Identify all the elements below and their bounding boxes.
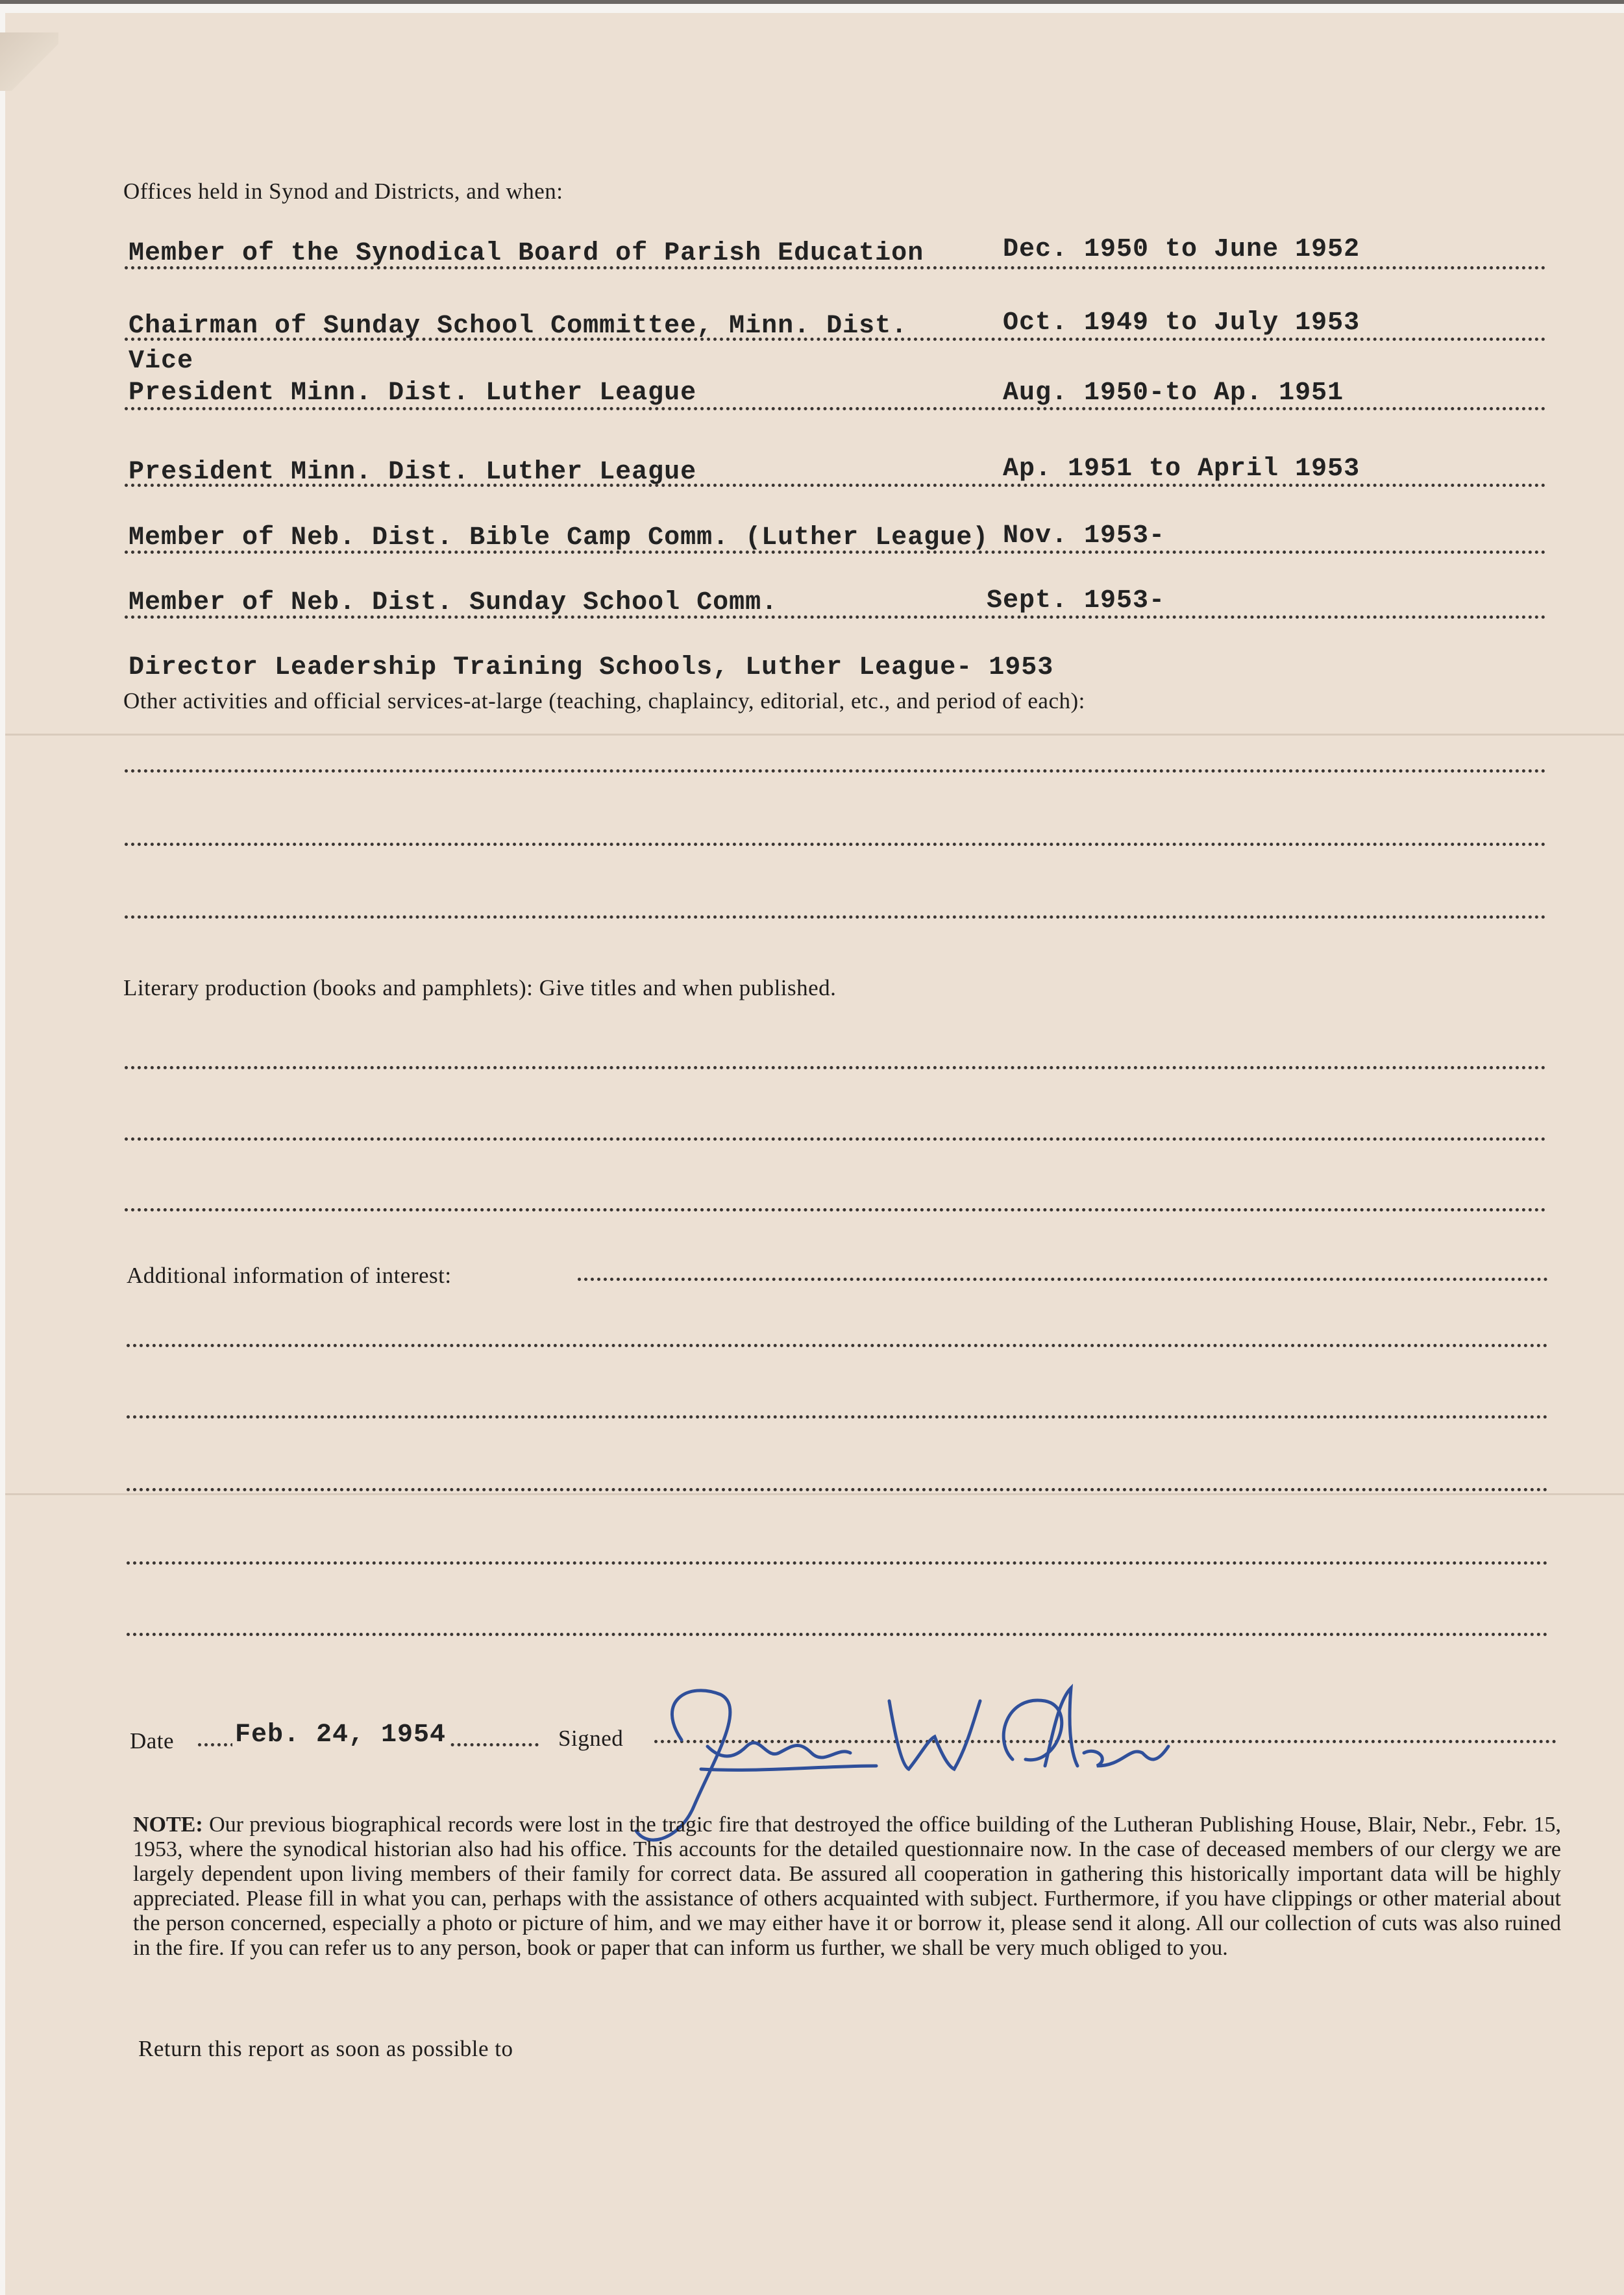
office-period: Dec. 1950 to June 1952 — [1003, 235, 1360, 264]
office-entry: Chairman of Sunday School Committee, Minn. Dist. — [129, 312, 908, 341]
office-period: Ap. 1951 to April 1953 — [1003, 454, 1360, 484]
office-entry: President Minn. Dist. Luther League — [129, 458, 697, 487]
dotted-line — [125, 915, 1546, 919]
dotted-line — [127, 1561, 1548, 1565]
office-entry: President Minn. Dist. Luther League — [129, 378, 697, 408]
office-entry: Director Leadership Training Schools, Luther League- 1953 — [129, 653, 1054, 682]
note-label: NOTE: — [133, 1813, 203, 1837]
dotted-line — [125, 407, 1546, 410]
dotted-line — [125, 551, 1546, 554]
literary-heading: Literary production (books and pamphlets): Give titles and when published. — [123, 975, 837, 1000]
dotted-line — [125, 769, 1546, 773]
dotted-line — [127, 1344, 1548, 1347]
office-entry: Member of Neb. Dist. Bible Camp Comm. (Luther League) — [129, 523, 989, 552]
dotted-line — [125, 1208, 1546, 1211]
dotted-line — [125, 1137, 1546, 1141]
dotted-line — [125, 266, 1546, 269]
dotted-line — [127, 1633, 1548, 1636]
office-period: Oct. 1949 to July 1953 — [1003, 308, 1360, 338]
dotted-line — [125, 1066, 1546, 1069]
scan-top-edge — [0, 0, 1624, 4]
office-entry: Member of the Synodical Board of Parish Education — [129, 239, 924, 268]
office-period: Nov. 1953- — [1003, 521, 1166, 551]
office-entry: Member of Neb. Dist. Sunday School Comm. — [129, 588, 778, 617]
paper-fold — [5, 734, 1624, 736]
paper-fold — [5, 1493, 1624, 1495]
office-period: Aug. 1950-to Ap. 1951 — [1003, 378, 1344, 408]
offices-heading: Offices held in Synod and Districts, and when: — [123, 179, 563, 204]
date-value: Feb. 24, 1954 — [232, 1720, 449, 1750]
dotted-line — [125, 843, 1546, 846]
dotted-line — [127, 1415, 1548, 1419]
return-instruction: Return this report as soon as possible to — [138, 2036, 513, 2061]
additional-heading: Additional information of interest: — [127, 1263, 452, 1288]
office-period: Sept. 1953- — [987, 586, 1166, 615]
note-text: Our previous biographical records were lost in the tragic fire that destroyed the office building of the Lutheran Publishing House, Blair, Nebr., Febr. 15, 1953, where the synodical historian also had his office. This accounts for the detailed questionnaire now. In the case of deceased members of our clergy we are largely dependent upon living members of their family for correct data. Be assured all cooperation in gathering this historically important data will be highly appreciated. Please fill in what you can, perhaps with the assistance of others acquainted with subject. Furthermore, if you have clippings or other material about the person concerned, especially a photo or picture of him, and we may either have it or borrow it, please send it along. All our collection of cuts was also ruined in the fire. If you can refer us to any person, book or paper that can inform us further, we shall be very much obliged to you. — [133, 1813, 1562, 1960]
dotted-line — [578, 1278, 1548, 1281]
dotted-line — [125, 484, 1546, 487]
signed-label: Signed — [558, 1726, 624, 1751]
dotted-line — [125, 615, 1546, 619]
activities-heading: Other activities and official services-at-large (teaching, chaplaincy, editorial, etc., and period of each): — [123, 688, 1085, 713]
folded-corner — [0, 32, 58, 91]
date-label: Date — [130, 1728, 175, 1754]
dotted-line — [125, 338, 1546, 341]
dotted-line — [127, 1488, 1548, 1491]
note-paragraph — [133, 1813, 1561, 1961]
office-prefix: Vice — [129, 347, 194, 376]
